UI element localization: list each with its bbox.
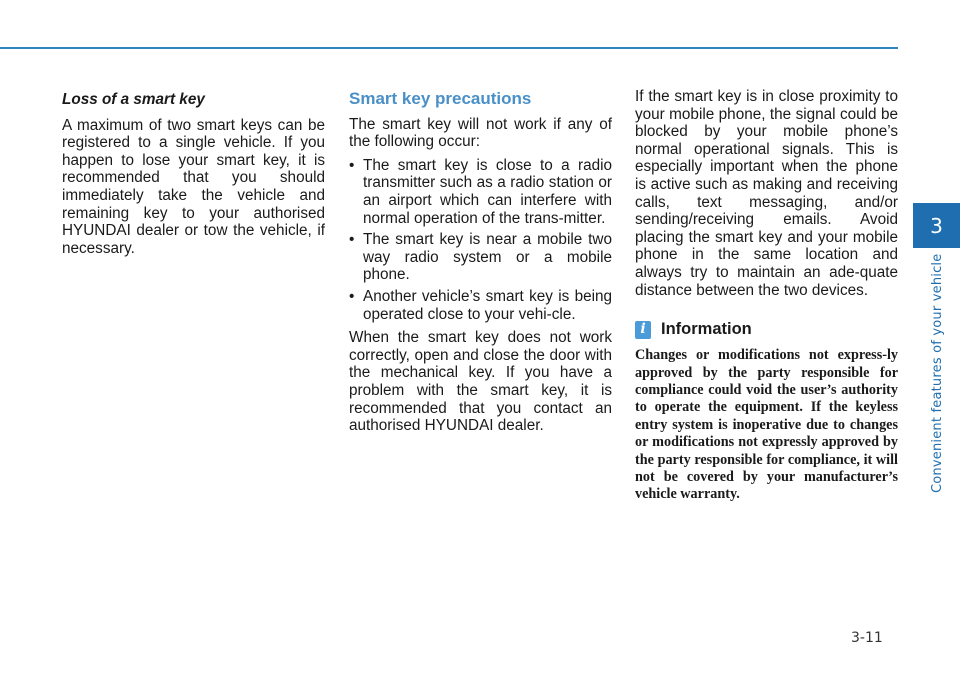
information-title: Information <box>661 320 752 339</box>
column-right <box>635 88 898 504</box>
header-rule <box>0 47 898 49</box>
precautions-intro: The smart key will not work if any of the following occur: <box>349 115 612 151</box>
precautions-closing: When the smart key does not work correctly, open and close the door with the mechanical key. If you have a problem with the smart key, it is recommended that you contact an authorised HYUNDAI dealer. <box>349 329 612 435</box>
information-header <box>635 321 898 339</box>
column-middle <box>349 88 612 435</box>
list-item-text: The smart key is near a mobile two way radio system or a mobile phone. <box>363 231 612 284</box>
bullet-icon: • <box>349 287 355 305</box>
precautions-list <box>349 157 612 323</box>
page-number: 3-11 <box>851 630 883 646</box>
chapter-number: 3 <box>930 213 943 238</box>
loss-heading: Loss of a smart key <box>62 91 205 108</box>
information-icon: i <box>635 321 651 339</box>
chapter-title: Convenient features of your vehicle <box>930 253 945 493</box>
list-item <box>349 288 612 323</box>
list-item <box>349 231 612 284</box>
precautions-heading: Smart key precautions <box>349 89 532 108</box>
proximity-paragraph: If the smart key is in close proximity to your mobile phone, the signal could be blocked by your mobile phone’s normal operational signals. This is especially important when the phone is active such as making and receiving calls, text messaging, and/or sending/receiving emails. Avoid placing the smart key and your mobile phone in the same location and always try to maintain an ade-quate distance between the two devices. <box>635 88 898 299</box>
list-item <box>349 157 612 227</box>
bullet-icon: • <box>349 231 355 249</box>
loss-body: A maximum of two smart keys can be registered to a single vehicle. If you happen to lose your smart key, it is recommended that you should immediately take the vehicle and remaining key to your authorised HYUNDAI dealer or tow the vehicle, if necessary. <box>62 116 325 257</box>
list-item-text: The smart key is close to a radio transmitter such as a radio station or an airport which can interfere with normal operation of the trans-mitter. <box>363 156 612 227</box>
chapter-number-tab <box>913 203 960 248</box>
column-left <box>62 88 325 257</box>
information-text: Changes or modifications not express-ly approved by the party responsible for compliance could void the user’s authority to operate the equipment. If the keyless entry system is inoperative due to changes or modifications not expressly approved by the party responsible for compliance, it will not be covered by your manufacturer’s vehicle warranty. <box>635 347 898 503</box>
list-item-text: Another vehicle’s smart key is being operated close to your vehi-cle. <box>363 287 612 323</box>
bullet-icon: • <box>349 156 355 174</box>
